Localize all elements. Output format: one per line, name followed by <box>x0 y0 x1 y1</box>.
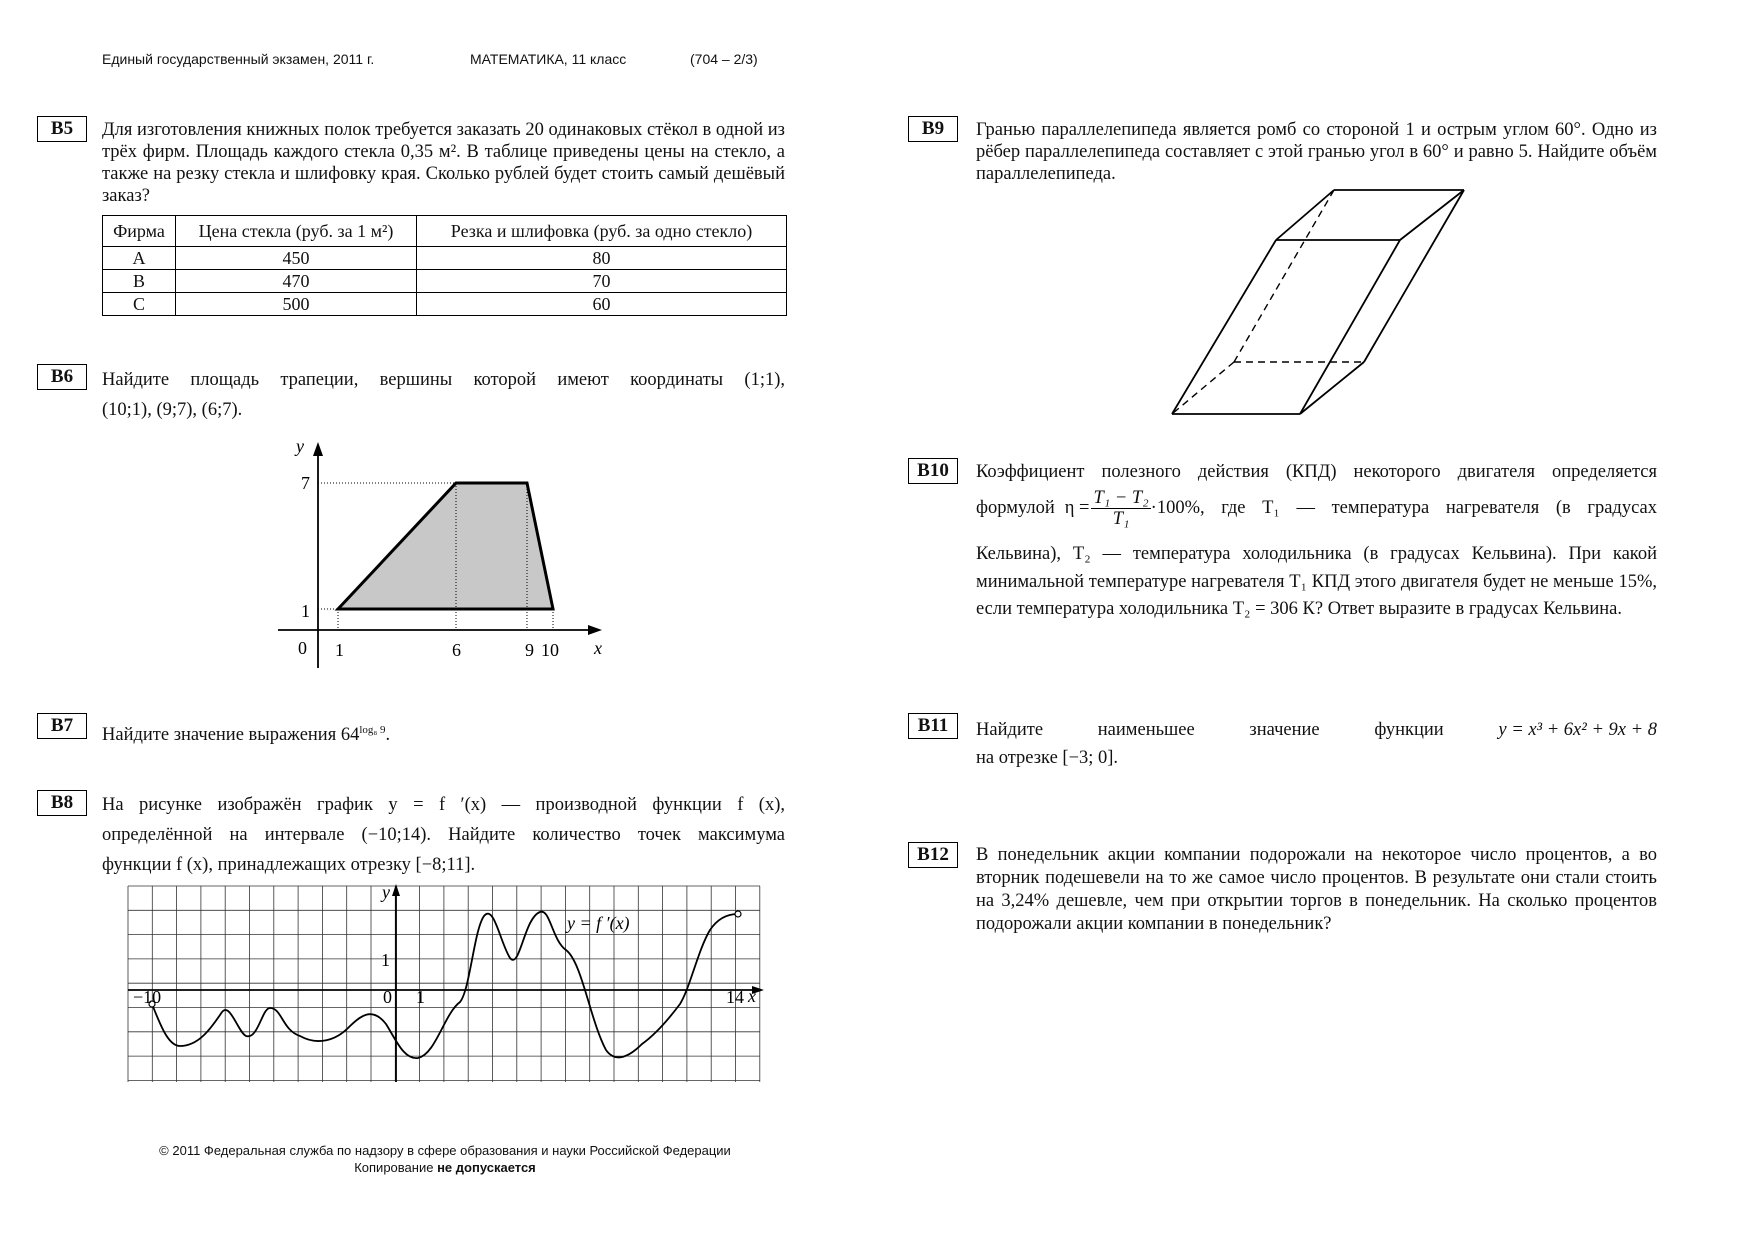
task-label-b10: B10 <box>908 458 958 484</box>
x-tick-0: 0 <box>383 987 392 1007</box>
edge <box>1300 362 1364 414</box>
y-axis-label: y <box>296 436 304 456</box>
b10-numerator: T₁ − T₂ <box>1093 487 1149 508</box>
task-text-b6-line1: Найдите площадь трапеции, вершины которой имеют координаты (1;1), <box>102 370 785 390</box>
b7-text: Найдите значение выражения <box>102 725 337 746</box>
task-text-b11-line2: на отрезке [−3; 0]. <box>976 748 1119 768</box>
task-label-b7: B7 <box>37 713 87 739</box>
table-cell: 450 <box>176 247 417 270</box>
footer-copyright: © 2011 Федеральная служба по надзору в сфере образования и науки Российской Федерации <box>159 1143 731 1158</box>
task-label-b9: B9 <box>908 116 958 142</box>
y-tick-1: 1 <box>301 601 310 621</box>
footer-copy-bold: не допускается <box>437 1160 536 1175</box>
b7-base: 64 <box>340 725 360 746</box>
task-text-b5: Для изготовления книжных полок требуется заказать 20 одинаковых стёкол в одной из трёх фирм. Площадь каждого стекла 0,35 м². В таблице приведены цены на стекло, а также на резку стекла и шлифовку края. Сколько рублей будет стоить самый дешёвый заказ? <box>102 120 785 206</box>
column-header: Цена стекла (руб. за 1 м²) <box>176 216 417 247</box>
table-cell: B <box>103 270 176 293</box>
b10-formula-suffix: ·100%, где T₁ — температура нагревателя (в градусах <box>1150 498 1657 518</box>
task-label-b11: B11 <box>908 713 958 739</box>
column-header: Резка и шлифовка (руб. за одно стекло) <box>417 216 787 247</box>
y-tick-7: 7 <box>301 473 310 493</box>
task-label-b12: B12 <box>908 842 958 868</box>
header-code: (704 – 2/3) <box>690 51 758 67</box>
task-text-b9: Гранью параллелепипеда является ромб со стороной 1 и острым углом 60°. Одно из рёбер параллелепипеда составляет с этой гранью угол в 60° и равно 5. Найдите объём параллелепипеда. <box>976 120 1657 184</box>
x-tick-9: 9 <box>525 640 534 660</box>
hidden-edge <box>1234 190 1334 362</box>
b10-formula-line <box>976 486 1657 530</box>
footer-copy-notice <box>100 1159 790 1176</box>
task-text-b8-line1: На рисунке изображён график y = f ′(x) — производной функции f (x), <box>102 795 785 815</box>
table-cell: 60 <box>417 293 787 316</box>
column-header: Фирма <box>103 216 176 247</box>
x-tick-14: 14 <box>726 987 744 1007</box>
task-text-b8-line3: функции f (x), принадлежащих отрезку [−8;11]. <box>102 855 476 875</box>
table-cell: 470 <box>176 270 417 293</box>
y-axis-label: y <box>382 882 390 902</box>
task-label-b5: B5 <box>37 116 87 142</box>
x-tick-10: 10 <box>541 640 559 660</box>
hidden-edge <box>1172 362 1234 414</box>
x-axis-label: x <box>748 986 756 1006</box>
edge <box>1400 190 1464 240</box>
x-tick-1: 1 <box>416 987 425 1007</box>
edge <box>1172 240 1276 414</box>
x-axis-label: x <box>594 638 602 658</box>
b11-formula: y = x³ + 6x² + 9x + 8 <box>1498 720 1657 740</box>
b10-fraction <box>1091 488 1150 529</box>
table-cell: 500 <box>176 293 417 316</box>
origin-label: 0 <box>298 638 307 658</box>
b11-word: функции <box>1374 720 1444 740</box>
b10-denominator: T₁ <box>1112 508 1130 529</box>
x-tick-1: 1 <box>335 640 344 660</box>
edge <box>1276 190 1334 240</box>
header-exam: Единый государственный экзамен, 2011 г. <box>102 51 375 67</box>
table-cell: 80 <box>417 247 787 270</box>
b11-word: наименьшее <box>1097 720 1195 740</box>
table-cell: 70 <box>417 270 787 293</box>
b7-exponent: log₈ 9 <box>359 724 386 736</box>
task-text-b11-line1 <box>976 719 1657 741</box>
footer-copy-normal: Копирование <box>354 1160 434 1175</box>
task-text-b10-line1: Коэффициент полезного действия (КПД) некоторого двигателя определяется <box>976 462 1657 482</box>
task-label-b8: B8 <box>37 790 87 816</box>
b7-end: . <box>385 725 391 746</box>
graph-label: y = f ′(x) <box>567 913 630 933</box>
header-subject: МАТЕМАТИКА, 11 класс <box>470 51 627 67</box>
b11-word: значение <box>1249 720 1320 740</box>
b10-formula-prefix: формулой <box>976 498 1055 518</box>
task-text-b8-line2: определённой на интервале (−10;14). Найдите количество точек максимума <box>102 825 785 845</box>
task-text-b12: В понедельник акции компании подорожали на некоторое число процентов, а во вторник подешевели на то же самое число процентов. В результате они стали стоить на 3,24% дешевле, чем при открытии торгов в понедельник. На сколько процентов подорожали акции компании в понедельник? <box>976 845 1657 934</box>
x-tick-minus10: −10 <box>133 987 162 1007</box>
task-label-b6: B6 <box>37 364 87 390</box>
task-text-b10-rest: Кельвина), T₂ — температура холодильника (в градусах Кельвина). При какой минимальной температуре нагревателя T₁ КПД этого двигателя будет не меньше 15%, если температура холодильника T₂ = 306 К? Ответ выразите в градусах Кельвина. <box>976 544 1657 619</box>
table-cell: A <box>103 247 176 270</box>
b10-eta: η = <box>1064 498 1090 518</box>
y-tick-1: 1 <box>381 950 390 970</box>
table-cell: C <box>103 293 176 316</box>
x-tick-6: 6 <box>452 640 461 660</box>
task-text-b6-line2: (10;1), (9;7), (6;7). <box>102 400 243 420</box>
b11-word: Найдите <box>976 720 1044 740</box>
